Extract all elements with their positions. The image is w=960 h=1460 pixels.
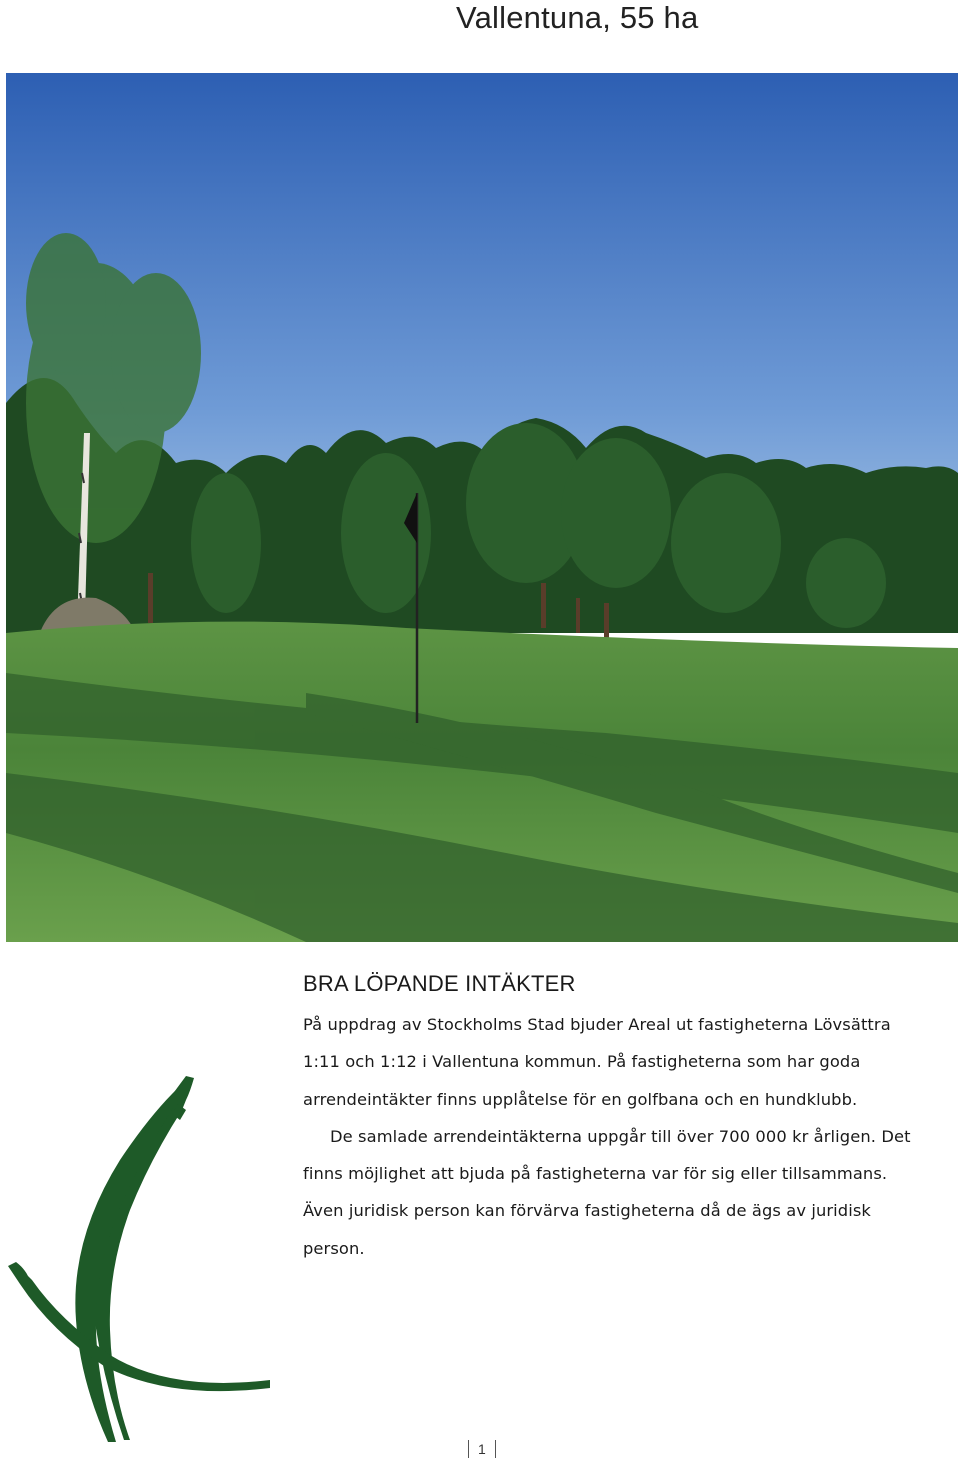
page-number [468,1440,496,1458]
page-title: Vallentuna, 55 ha [456,0,699,35]
paragraph-intro: På uppdrag av Stockholms Stad bjuder Areal ut fastigheterna Lövsättra 1:11 och 1:12 i Vallentuna kommun. På fastigheterna som har goda arrendeintäkter finns upplåtelse för en golfbana och en hundklubb. [303,1015,891,1109]
page-number-divider-right [495,1440,496,1458]
golf-course-photo [6,73,958,942]
areal-logo-icon [0,1070,280,1450]
section-heading: BRA LÖPANDE INTÄKTER [303,971,576,996]
paragraph-income: De samlade arrendeintäkterna uppgår till över 700 000 kr årligen. Det finns möjlighet att bjuda på fastigheterna var för sig eller tillsammans. Även juridisk person kan förvärva fastigheterna då de ägs av juridisk person. [303,1126,911,1258]
page-number-value: 1 [478,1441,486,1457]
main-content [303,968,923,1267]
